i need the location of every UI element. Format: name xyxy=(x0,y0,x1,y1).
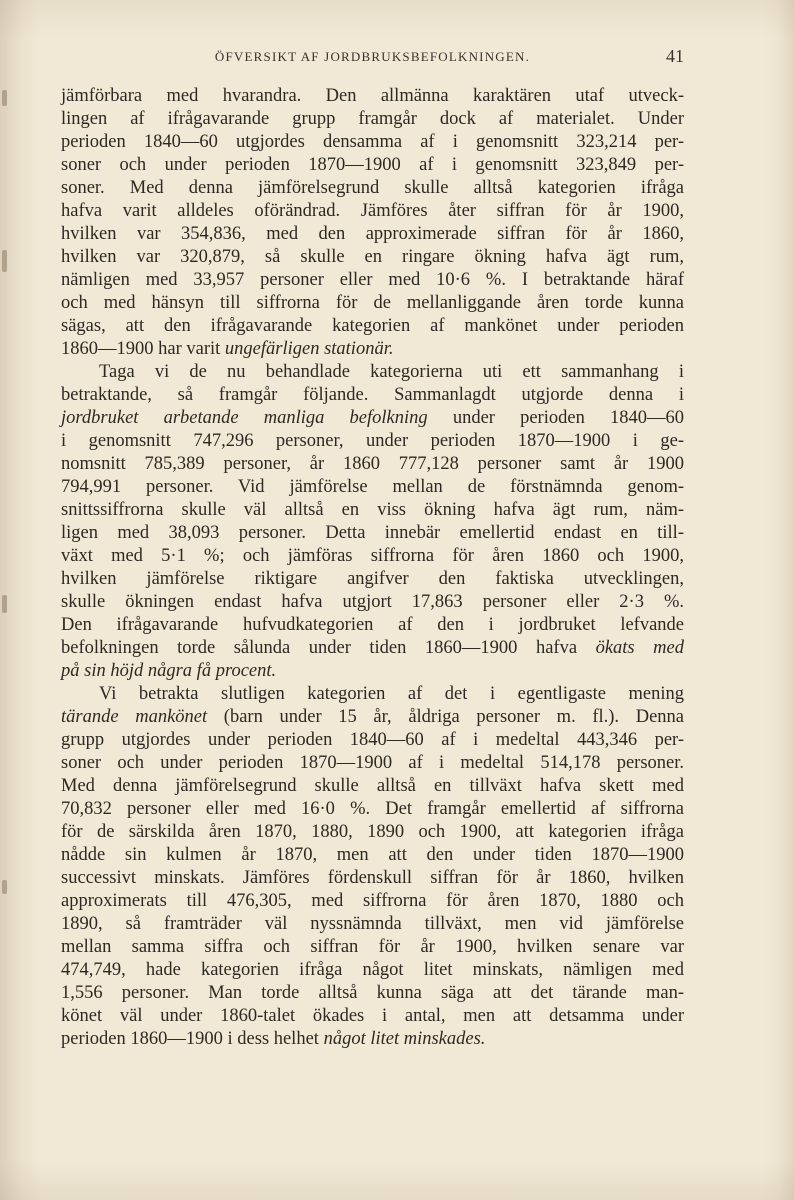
text-segment: Vi betrakta slutligen kategorien af det i egentligaste mening xyxy=(99,684,684,704)
text-line xyxy=(61,844,684,867)
text-line xyxy=(61,499,684,522)
text-segment: under perioden 1840—60 xyxy=(427,408,684,428)
text-segment: snittssiffrorna skulle väl alltså en viss ökning hafva ägt rum, näm- xyxy=(61,500,684,520)
text-line xyxy=(61,798,684,821)
text-segment: soner och under perioden 1870—1900 af i genomsnitt 323,849 per- xyxy=(61,155,684,175)
italic-phrase: jordbruket arbetande manliga befolkning xyxy=(61,408,428,428)
text-line xyxy=(61,407,684,430)
text-segment: och med hänsyn till siffrorna för de mellanliggande åren torde kunna xyxy=(61,293,684,313)
text-line xyxy=(61,867,684,890)
text-line xyxy=(61,959,684,982)
text-segment: approximerats till 476,305, med siffrorna för åren 1870, 1880 och xyxy=(61,891,684,911)
text-segment: 474,749, hade kategorien ifråga något litet minskats, nämligen med xyxy=(61,960,684,980)
text-segment: ligen med 38,093 personer. Detta innebär emellertid endast en till- xyxy=(61,523,684,543)
paragraph xyxy=(61,85,684,361)
text-segment: hafva varit alldeles oförändrad. Jämföres åter siffran för år 1900, xyxy=(61,201,684,221)
page-number: 41 xyxy=(666,46,684,66)
text-segment: soner och under perioden 1870—1900 af i medeltal 514,178 personer. xyxy=(61,753,684,773)
text-segment: könet väl under 1860-talet ökades i antal, men att detsamma under xyxy=(61,1006,684,1026)
text-segment: växt med 5·1 %; och jämföras siffrorna för åren 1860 och 1900, xyxy=(61,546,684,566)
text-line xyxy=(61,223,684,246)
binding-shadow-mark xyxy=(2,880,7,894)
text-line xyxy=(61,522,684,545)
text-segment: Med denna jämförelsegrund skulle alltså en tillväxt hafva skett med xyxy=(61,776,684,796)
text-line xyxy=(61,913,684,936)
text-line xyxy=(61,85,684,108)
text-segment: 70,832 personer eller med 16·0 %. Det framgår emellertid af siffrorna xyxy=(61,799,684,819)
text-segment: för de särskilda åren 1870, 1880, 1890 och 1900, att kategorien ifråga xyxy=(61,822,684,842)
italic-phrase: på sin höjd några få procent. xyxy=(61,661,277,681)
text-line xyxy=(61,706,684,729)
text-segment: 794,991 personer. Vid jämförelse mellan de förstnämnda genom- xyxy=(61,477,684,497)
text-segment: Taga vi de nu behandlade kategorierna uti ett sammanhang i xyxy=(99,362,684,382)
text-segment: skulle ökningen endast hafva utgjort 17,863 personer eller 2·3 %. xyxy=(61,592,684,612)
text-segment: grupp utgjordes under perioden 1840—60 af i medeltal 443,346 per- xyxy=(61,730,684,750)
text-line xyxy=(61,200,684,223)
italic-phrase: ökats med xyxy=(595,638,684,658)
text-line xyxy=(61,430,684,453)
text-segment: sägas, att den ifrågavarande kategorien af mankönet under perioden xyxy=(61,316,684,336)
binding-shadow-mark xyxy=(2,595,7,613)
text-line xyxy=(61,545,684,568)
text-line xyxy=(61,614,684,637)
text-segment: Den ifrågavarande hufvudkategorien af den i jordbruket lefvande xyxy=(61,615,684,635)
body-text xyxy=(61,85,684,1051)
text-line xyxy=(61,131,684,154)
text-line xyxy=(61,338,684,361)
text-segment: hvilken var 320,879, så skulle en ringare ökning hafva ägt rum, xyxy=(61,247,684,267)
text-line xyxy=(61,752,684,775)
text-segment: befolkningen torde sålunda under tiden 1860—1900 hafva xyxy=(61,638,596,658)
text-line xyxy=(61,1028,684,1051)
text-line xyxy=(61,269,684,292)
text-line xyxy=(61,108,684,131)
text-line xyxy=(61,683,684,706)
text-segment: hvilken var 354,836, med den approximerade siffran för år 1860, xyxy=(61,224,684,244)
text-segment: hvilken jämförelse riktigare angifver den faktiska utvecklingen, xyxy=(61,569,684,589)
text-line xyxy=(61,361,684,384)
italic-phrase: tärande mankönet xyxy=(61,707,208,727)
text-line xyxy=(61,453,684,476)
text-line xyxy=(61,637,684,660)
text-line xyxy=(61,660,684,683)
text-segment: lingen af ifrågavarande grupp framgår dock af materialet. Under xyxy=(61,109,684,129)
text-line xyxy=(61,982,684,1005)
text-segment: 1890, så framträder väl nyssnämnda tillväxt, men vid jämförelse xyxy=(61,914,684,934)
text-segment: (barn under 15 år, åldriga personer m. fl.). Denna xyxy=(207,707,684,727)
text-line xyxy=(61,890,684,913)
paragraph xyxy=(61,683,684,1051)
text-segment: 1860—1900 har varit xyxy=(61,339,225,359)
text-line xyxy=(61,154,684,177)
text-segment: betraktande, så framgår följande. Sammanlagdt utgjorde denna i xyxy=(61,385,684,405)
running-title: ÖFVERSIKT AF JORDBRUKSBEFOLKNINGEN. xyxy=(214,49,531,64)
running-header xyxy=(61,46,684,73)
italic-phrase: ungefärligen stationär. xyxy=(224,339,394,359)
text-line xyxy=(61,821,684,844)
text-line xyxy=(61,177,684,200)
text-segment: perioden 1840—60 utgjordes densamma af i genomsnitt 323,214 per- xyxy=(61,132,684,152)
text-segment: successivt minskats. Jämföres fördenskull siffran för år 1860, hvilken xyxy=(61,868,684,888)
text-line xyxy=(61,246,684,269)
text-line xyxy=(61,1005,684,1028)
text-segment: jämförbara med hvarandra. Den allmänna karaktären utaf utveck- xyxy=(61,86,684,106)
text-segment: nådde sin kulmen år 1870, men att den under tiden 1870—1900 xyxy=(61,845,684,865)
text-line xyxy=(61,729,684,752)
text-segment: mellan samma siffra och siffran för år 1900, hvilken senare var xyxy=(61,937,684,957)
paragraph xyxy=(61,361,684,683)
text-segment: i genomsnitt 747,296 personer, under perioden 1870—1900 i ge- xyxy=(61,431,684,451)
text-line xyxy=(61,315,684,338)
text-line xyxy=(61,292,684,315)
text-line xyxy=(61,384,684,407)
text-segment: nämligen med 33,957 personer eller med 10·6 %. I betraktande häraf xyxy=(61,270,684,290)
text-line xyxy=(61,568,684,591)
text-line xyxy=(61,476,684,499)
italic-phrase: något litet minskades. xyxy=(323,1029,486,1049)
text-segment: 1,556 personer. Man torde alltså kunna säga att det tärande man- xyxy=(61,983,684,1003)
text-line xyxy=(61,936,684,959)
binding-shadow-mark xyxy=(2,90,7,106)
text-segment: perioden 1860—1900 i dess helhet xyxy=(61,1029,324,1049)
binding-shadow-mark xyxy=(2,250,7,272)
text-line xyxy=(61,591,684,614)
text-line xyxy=(61,775,684,798)
text-segment: nomsnitt 785,389 personer, år 1860 777,128 personer samt år 1900 xyxy=(61,454,684,474)
text-segment: soner. Med denna jämförelsegrund skulle alltså kategorien ifråga xyxy=(61,178,684,198)
